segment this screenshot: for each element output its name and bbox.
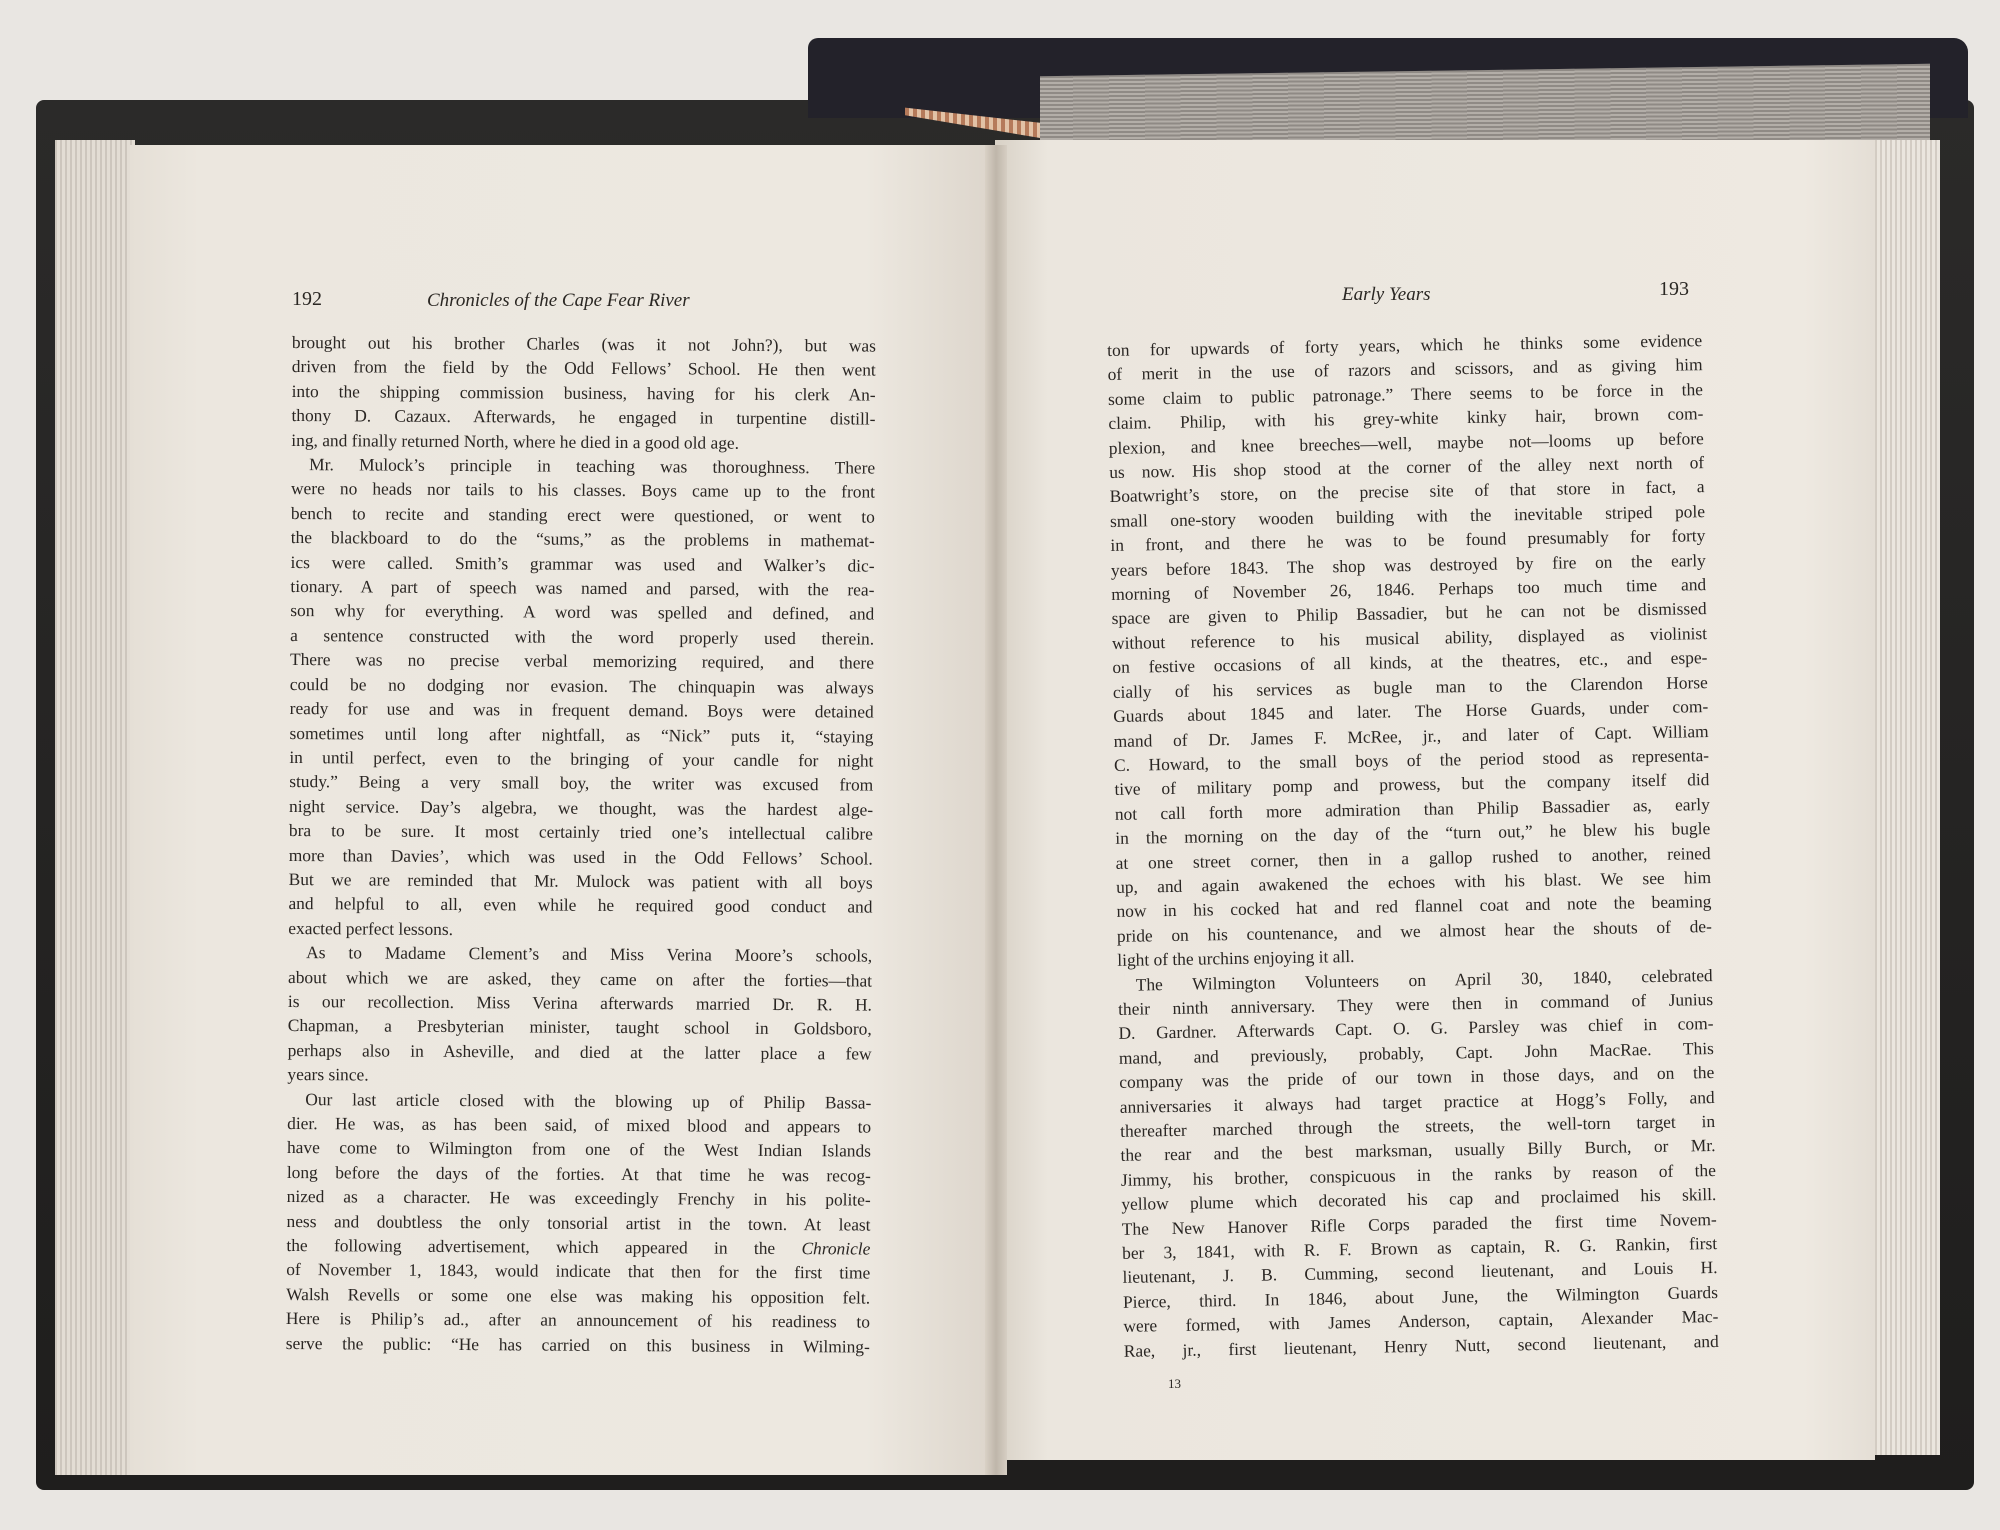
text-line: ing, and finally returned North, where he died in a good old age.	[291, 429, 740, 453]
text-line: of merit in the use of razors and scissors, and as giving him	[1107, 354, 1703, 385]
text-line: C. Howard, to the small boys of the period stood as representa-	[1113, 744, 1710, 775]
text-line: were no heads nor tails to his classes. Boys came up to the front	[290, 478, 876, 503]
text-line: is our recollection. Miss Verina afterwards married Dr. R. H.	[287, 990, 872, 1015]
text-line: company was the pride of our town in those days, and on the	[1119, 1062, 1715, 1093]
text-line: Guards about 1845 and later. The Horse Guards, under com-	[1113, 696, 1709, 727]
text-line: As to Madame Clement’s and Miss Verina Moore’s schools,	[306, 942, 873, 966]
text-line: The New Hanover Rifle Corps paraded the first time Novem-	[1121, 1208, 1717, 1239]
text-line: ton for upwards of forty years, which he thinks some evidence	[1107, 330, 1703, 360]
text-line: Our last article closed with the blowing up of Philip Bassa-	[305, 1088, 872, 1113]
text-line: long before the days of the forties. At that time he was recog-	[286, 1161, 871, 1186]
text-line: cially of his services as bugle man to the Clarendon Horse	[1112, 671, 1708, 702]
text-line: us now. His shop stood at the corner of the alley next north of	[1109, 452, 1705, 483]
text-line: were formed, with James Anderson, captain, Alexander Mac-	[1123, 1306, 1719, 1337]
left-running-head: Chronicles of the Cape Fear River	[427, 290, 690, 311]
text-line: light of the urchins enjoying it all.	[1117, 946, 1355, 971]
text-line: up, and again awakened the echoes with his blast. We see him	[1115, 866, 1712, 897]
text-line: Boatwright’s store, on the precise site of that store in fact, a	[1109, 476, 1705, 507]
text-line: There was no precise verbal memorizing required, and there	[289, 649, 875, 673]
text-line: dier. He was, as has been said, of mixed blood and appears to	[287, 1112, 872, 1137]
text-line: But we are reminded that Mr. Mulock was patient with all boys	[288, 868, 873, 893]
text-line: a sentence constructed with the word properly used therein.	[290, 624, 875, 649]
text-line: thereafter marched through the streets, the well-torn target in	[1119, 1111, 1716, 1141]
text-line: small one-story wooden building with the inevitable striped pole	[1109, 500, 1706, 531]
text-line: claim. Philip, with his grey-white kinky hair, brown com-	[1108, 403, 1704, 434]
text-line: not call forth more admiration than Philip Bassadier as, early	[1114, 793, 1710, 824]
text-line: mand, and previously, probably, Capt. John MacRae. This	[1118, 1037, 1715, 1068]
text-line: D. Gardner. Afterwards Capt. O. G. Parsley was chief in com-	[1118, 1013, 1714, 1044]
text-line: now in his cocked hat and red flannel coat and note the beaming	[1116, 891, 1712, 922]
text-line: have come to Wilmington from one of the West Indian Islands	[286, 1137, 872, 1161]
text-line: study.” Being a very small boy, the writer was excused from	[289, 771, 874, 795]
text-line: and helpful to all, even while he required good conduct and	[288, 893, 873, 917]
text-line: ics were called. Smith’s grammar was used and Walker’s dic-	[290, 551, 875, 576]
text-line: the following advertisement, which appeared in the Chronicle	[286, 1235, 871, 1259]
text-line: about which we are asked, they came on after the forties—that	[287, 966, 873, 991]
text-line: Jimmy, his brother, conspicuous in the ranks by reason of the	[1120, 1159, 1717, 1190]
text-line: at one street corner, then in a gallop rushed to another, reined	[1115, 842, 1711, 873]
text-line: in the morning on the day of the “turn out,” he blew his bugle	[1115, 818, 1711, 849]
text-line: years since.	[287, 1064, 369, 1085]
text-line: into the shipping commission business, having for his clerk An-	[291, 380, 876, 405]
right-page-number: 193	[1659, 278, 1689, 300]
text-line: The Wilmington Volunteers on April 30, 1840, celebrated	[1135, 964, 1713, 995]
text-line: nized as a character. He was exceedingly Frenchy in his polite-	[286, 1186, 871, 1210]
text-line: Here is Philip’s ad., after an announcement of his readiness to	[285, 1308, 871, 1332]
text-line: tionary. A part of speech was named and parsed, with the rea-	[290, 576, 875, 600]
text-line: yellow plume which decorated his cap and proclaimed his skill.	[1121, 1184, 1717, 1215]
text-line: their ninth anniversary. They were then in command of Junius	[1117, 989, 1714, 1019]
text-line: space are given to Philip Bassadier, but he can not be dismissed	[1111, 598, 1707, 629]
text-line: in until perfect, even to the bringing of your candle for night	[289, 746, 874, 771]
text-line: night service. Day’s algebra, we thought, was the hardest alge-	[289, 795, 874, 820]
text-line: serve the public: “He has carried on this business in Wilming-	[285, 1332, 870, 1357]
text-line: the rear and the best marksman, usually Billy Burch, or Mr.	[1120, 1135, 1716, 1166]
text-line: years before 1843. The shop was destroyed by fire on the early	[1110, 549, 1706, 580]
page-edges-right	[1870, 140, 1940, 1455]
text-line: son why for everything. A word was spelled and defined, and	[290, 600, 875, 625]
text-line: ber 3, 1841, with R. F. Brown as captain, R. G. Rankin, first	[1122, 1233, 1718, 1263]
text-line: of November 1, 1843, would indicate that then for the first time	[286, 1259, 871, 1283]
text-line: without reference to his musical ability, displayed as violinist	[1111, 622, 1708, 653]
right-running-head: Early Years	[1342, 284, 1431, 305]
text-line: bench to recite and standing erect were questioned, or went to	[290, 502, 875, 527]
text-line: plexion, and knee breeches—well, maybe not—looms up before	[1108, 427, 1704, 458]
text-line: brought out his brother Charles (was it not John?), but was	[291, 331, 876, 356]
text-line: anniversaries it always had target practice at Hogg’s Folly, and	[1119, 1086, 1715, 1117]
text-line: perhaps also in Asheville, and died at the latter place a few	[287, 1039, 872, 1064]
text-line: morning of November 26, 1846. Perhaps too much time and	[1111, 574, 1707, 605]
text-line: ness and doubtless the only tonsorial artist in the town. At least	[286, 1210, 871, 1235]
text-line: Chapman, a Presbyterian minister, taught school in Goldsboro,	[287, 1015, 872, 1039]
text-line: in front, and there he was to be found presumably for forty	[1110, 525, 1706, 556]
text-line: tive of military pomp and prowess, but the company itself did	[1114, 769, 1710, 800]
text-line: driven from the field by the Odd Fellows’ School. He then went	[291, 356, 876, 380]
book-gutter	[985, 145, 1007, 1475]
left-page-text	[286, 330, 876, 1359]
text-line: the blackboard to do the “sums,” as the problems in mathemat-	[290, 527, 875, 551]
text-line: sometimes until long after nightfall, as “Nick” puts it, “staying	[289, 722, 874, 747]
text-line: Mr. Mulock’s principle in teaching was thoroughness. There	[309, 454, 876, 478]
text-line: on festive occasions of all kinds, at the theatres, etc., and espe-	[1112, 647, 1708, 678]
signature-mark: 13	[1168, 1376, 1181, 1391]
text-line: exacted perfect lessons.	[288, 917, 454, 939]
text-line: Pierce, third. In 1846, about June, the Wilmington Guards	[1122, 1281, 1719, 1312]
text-line: could be no dodging nor evasion. The chinquapin was always	[289, 673, 874, 698]
text-line: mand of Dr. James F. McRee, jr., and later of Capt. William	[1113, 720, 1709, 751]
text-line: pride on his countenance, and we almost hear the shouts of de-	[1116, 915, 1712, 946]
text-line: bra to be sure. It most certainly tried one’s intellectual calibre	[288, 820, 873, 844]
page-edges-left	[55, 140, 135, 1475]
text-line: some claim to public patronage.” There seems to be force in the	[1107, 378, 1704, 409]
text-line: Rae, jr., first lieutenant, Henry Nutt, second lieutenant, and	[1123, 1330, 1719, 1361]
text-line: Walsh Revells or some one else was making his opposition felt.	[286, 1283, 871, 1308]
text-line: ready for use and was in frequent demand. Boys were detained	[289, 698, 874, 722]
text-line: lieutenant, J. B. Cumming, second lieutenant, and Louis H.	[1122, 1257, 1718, 1288]
text-line: more than Davies’, which was used in the Odd Fellows’ School.	[288, 844, 873, 869]
left-page-number: 192	[292, 288, 322, 310]
right-page-text	[1107, 328, 1719, 1363]
text-line: thony D. Cazaux. Afterwards, he engaged in turpentine distill-	[291, 405, 876, 429]
